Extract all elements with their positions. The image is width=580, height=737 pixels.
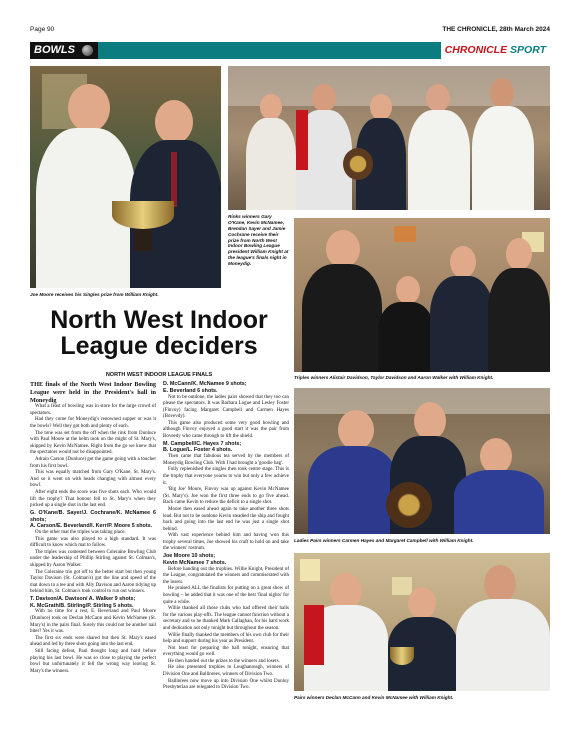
paragraph: After eight ends the score was five shots each. Who would lift the trophy? That honour fell to St. Mary's when they picked up a single shot in the last end. [30,489,156,509]
page-number: Page 90 [30,26,55,33]
article-subhead: NORTH WEST INDOOR LEAGUE FINALS [105,372,213,378]
section-label: BOWLS [30,42,98,59]
paragraph: This was equally matched from Gary O'Kane, St. Mary's. And so it went on with heads changing with almost every bowl. [30,470,156,489]
article-lead: THE finals of the North West Indoor Bowling League were held in the President's hall in Moneydig [30,381,156,404]
shield-icon [343,148,373,180]
paragraph: Then came that fabulous tea served by the members of Moneydig Bowling Club. With I had brought a 'goodie bag'. [163,454,289,466]
caption-rinks: Rinks winners Gary O'Kane, Kevin McNamee, Brendan Sayer and Jamie Cochrane receive their prize from North West Indoor Bowling League president William Knight at the league's finals night in Moneydig. [228,214,289,266]
bowling-ball-icon [82,45,93,56]
paragraph: This game was also played to a high standard. It was difficult to know which mat to follow. [30,536,156,549]
result-line: B. Logue/L. Foster 4 shots. [163,447,233,454]
paragraph: With vast experience behind him and having won this trophy several times, Joe showed his craft to hold on and take the winners' rostrum. [163,533,289,552]
paragraph: Adrain Carson (Dunluce) got the game going with a toucher from his first bowl. [30,457,156,469]
result-line: E. Beverland 6 shots. [163,387,218,394]
photo-joe-moore [30,66,221,288]
paragraph: Willie finally thanked the members of his own club for their help and support during his year as President. [163,632,289,645]
photo-ladies-pairs [294,388,550,534]
paragraph: On the other mat the triples was taking place. [35,530,126,535]
caption-joe: Joe Moore receives his Singles prize from William Knight. [30,292,159,297]
paragraph: With no time for a rest, E. Beverland and Paul Moore (Dunluce) took on Declan McCann and Kevin McNamee (St. Mary's) in the pairs final. Surely this could not be another nail biter? Yes it was. [30,609,156,635]
photo-triples-winners [294,218,550,372]
paper-dateline: THE CHRONICLE, 28th March 2024 [442,26,550,33]
result-line: M. Campbell/C. Hayes 7 shots; [163,440,242,447]
article-column-1 [30,381,156,714]
photo-pairs-winners [294,553,550,691]
paragraph: He also presented trophies to Loughanreagh, winners of Division One and Ballinrees, winners of Division Two. [163,665,289,678]
paragraph: Not least for preparing the hall tonight, ensuring that everything would go well. [163,645,289,658]
paragraph: Before handing out the trophies. Willie Knight, President of the League, congratulated the winners and commiserated with the losers. [163,566,289,585]
photo-rinks-winners [228,66,550,210]
trophy-icon [390,647,414,665]
result-line: Joe Moore 10 shots; [163,553,216,560]
paragraph: He then handed out the prizes to the winners and losers. [168,658,280,664]
trophy-icon [112,201,174,229]
result-line: K. McGrath/B. Stirling/P. Stirling 5 shots. [30,602,134,609]
result-line: A. Carson/E. Beverland/I. Kerr/P. Moore 5 shots. [30,523,153,530]
brand-logo: CHRONICLE SPORT [441,42,550,59]
paragraph: He praised ALL the finalists for putting on a great show of bowling – he added that it was one of the best 'final nights' for quite a while. [163,586,289,605]
result-line: G. O'Kane/B. Sayer/J. Cochrane/K. McNamee 6 shots; [30,509,156,523]
result-line: T. Davison/A. Davison/ A. Walker 9 shots; [30,595,136,602]
result-line: Kevin McNamee 7 shots. [163,559,227,566]
paragraph: The tone was set from the off when the rink from Dunluce with Paul Moore at the helm took on the might of St. Mary's, skipped by Kevin McNamee. Right from the go we knew that the spectators would not be disappointed. [30,430,156,456]
paragraph: Still facing defeat, Paul thought long and hard before playing his last bowl. He was so close to playing the perfect bowl but unfortunately it fell the wrong way leaving St. Mary's the winners. [30,649,156,674]
shield-icon [386,482,432,528]
paragraph: What a feast of bowling was in store for the large crowd of spectators. [30,404,156,416]
paragraph: Had they come for Moneydig's renowned supper or was it the bowls? Well they got both and plenty of each. [30,417,156,430]
page-header [30,24,550,36]
paragraph: The Coleraine trio got off to the better start but then young Taylor Davison (St. Colman's) got the line and speed of the mat down to a tee and with Ally Davison and Aaron tidying up behind him, St. Colman's took control to run out winners. [30,569,156,595]
caption-triples: Triples winners Alistair Davidson, Taylor Davidson and Aaron Walker with William Knight. [294,375,494,380]
paragraph: This game also produced some very good bowling and although Finvoy enjoyed a good start it was the pair from Boveedy who came through to lift the shield. [163,420,289,440]
result-line: D. McCann/K. McNamee 9 shots; [163,381,247,387]
paragraph: 'Big Joe' Moore, Finvoy was up against Kevin McNamee (St. Mary's). Joe won the first three ends to go five ahead. Back came Kevin to reduce the deficit to a single shot. [163,487,289,506]
paragraph: Ballinrees now move up into Division One whilst Dunluy Presbyterian are relegated to Division Two. [163,678,289,691]
paragraph: Moore then eased ahead again to take another three shots lead. But not to be outdone Kevin steadied the ship and fought back and going into the last end he was just a single shot behind. [163,506,289,532]
paragraph: The triples was contested between Coleraine Bowling Club under the leadership of Phillip Stirling against St. Colman's, skipped by Aaron Walker. [30,549,156,568]
caption-pairs: Pairs winners Declan McCann and Kevin McNamee with William Knight. [294,695,454,700]
article-headline: North West Indoor League deciders [50,306,268,361]
paragraph: Fully replenished the singles then took centre stage. This is the trophy that everyone yearns to win but only a few achieve it. [163,467,289,486]
caption-ladies: Ladies Pairs winners Carmen Hayes and Margaret Campbell with William Knight. [294,538,474,543]
section-bar [30,42,550,59]
paragraph: Not to be outdone, the ladies pairs showed that they too can please the spectators. It was Barbara Logue and Lesley Foster (Finvoy) facing Margaret Campbell and Carmen Hayes (Bovevdy). [163,394,289,420]
article-column-2 [163,381,289,714]
paragraph: The first six ends were shared but then St. Mary's eased ahead and led by three shots going into the last end. [30,635,156,648]
paragraph: Willie thanked all those clubs who had offered their halls for the various play-offs. The league cannot function without a secretary and so he thanked Mark Callaghan, for his hard work and dedication not only tonight but throughout the season. [163,606,289,631]
